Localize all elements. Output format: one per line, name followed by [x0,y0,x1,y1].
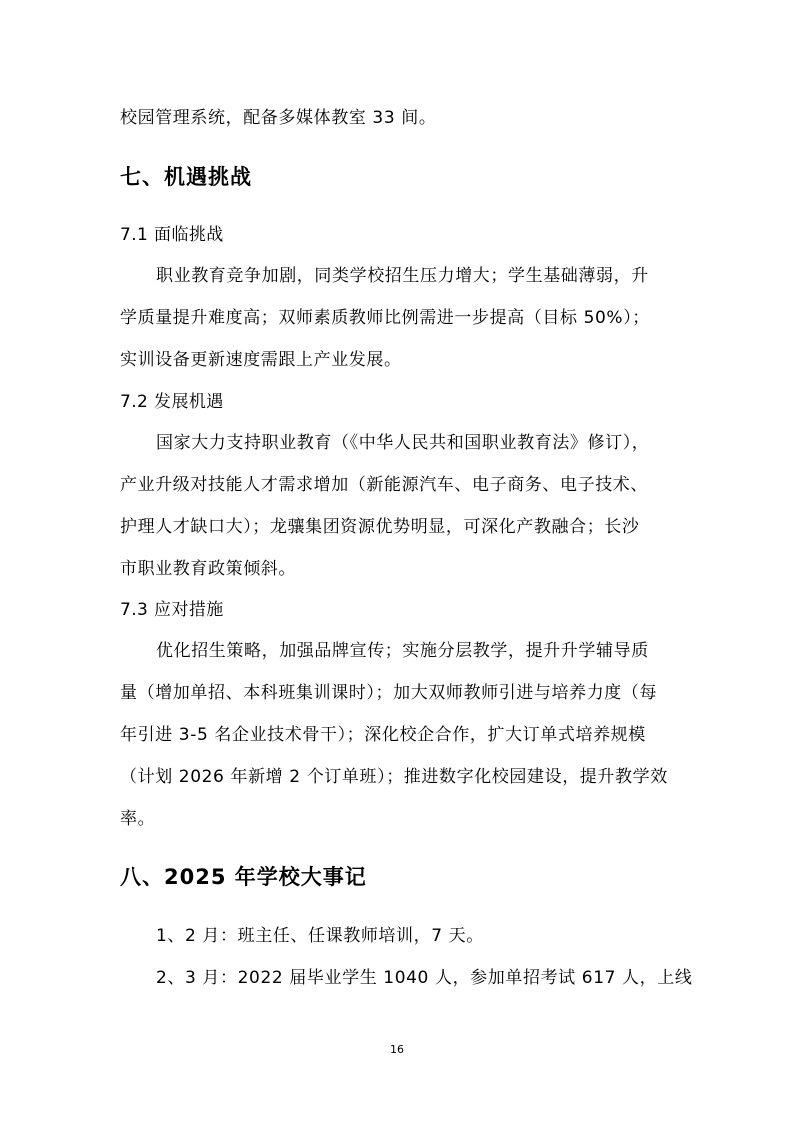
list-item: 1、2 月：班主任、任课教师培训，7 天。 [156,926,484,946]
body-text-line: 产业升级对技能人才需求增加（新能源汽车、电子商务、电子技术、 [120,475,648,495]
body-text-line: 优化招生策略，加强品牌宣传；实施分层教学，提升升学辅导质 [156,641,649,661]
body-text-line: 率。 [120,809,156,829]
page-number: 16 [390,1043,404,1056]
body-text-line: 职业教育竞争加剧，同类学校招生压力增大；学生基础薄弱，升 [156,266,649,286]
body-text-line: 年引进 3-5 名企业技术骨干）；深化校企合作，扩大订单式培养规模 [120,725,646,745]
body-text-line: 量（增加单招、本科班集训课时）；加大双师教师引进与培养力度（每 [120,683,658,703]
subsection-title-7-3: 7.3 应对措施 [120,600,224,620]
subsection-title-7-2: 7.2 发展机遇 [120,392,224,412]
section-heading-7: 七、机遇挑战 [120,165,252,189]
body-text-line: 国家大力支持职业教育（《中华人民共和国职业教育法》修订）， [156,433,650,453]
body-text-line: （计划 2026 年新增 2 个订单班）；推进数字化校园建设，提升教学效 [120,767,668,787]
body-text-line: 学质量提升难度高；双师素质教师比例需进一步提高（目标 50%）； [120,308,650,328]
list-item: 2、3 月：2022 届毕业学生 1040 人，参加单招考试 617 人，上线 [156,968,693,988]
body-text-line: 市职业教育政策倾斜。 [120,559,296,579]
body-text-line: 实训设备更新速度需跟上产业发展。 [120,350,402,370]
section-heading-8: 八、2025 年学校大事记 [120,865,367,889]
body-text-line: 校园管理系统，配备多媒体教室 33 间。 [120,108,437,128]
body-text-line: 护理人才缺口大）；龙骧集团资源优势明显，可深化产教融合；长沙 [120,517,640,537]
subsection-title-7-1: 7.1 面临挑战 [120,225,224,245]
